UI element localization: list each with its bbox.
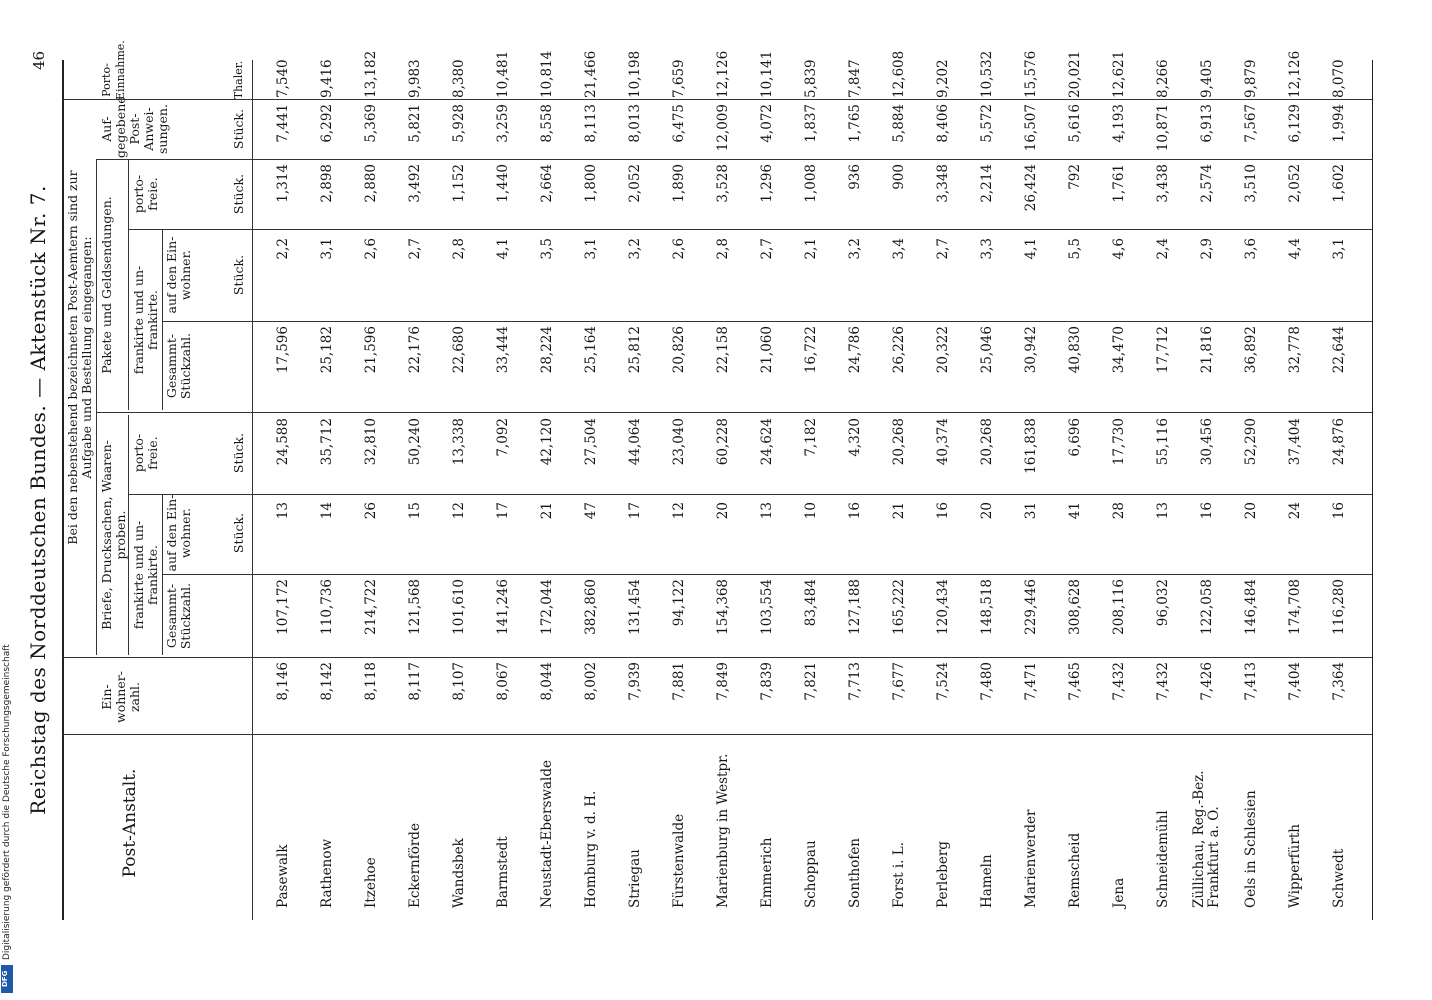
cell-te: 9,416 bbox=[319, 59, 335, 98]
cell-pa: 5,616 bbox=[1067, 104, 1083, 143]
header-pakete-group: Pakete und Geldsendungen. bbox=[99, 196, 114, 374]
cell-pa: 5,572 bbox=[979, 104, 995, 143]
cell-ew: 7,839 bbox=[759, 662, 775, 701]
cell-pp: 3,510 bbox=[1243, 164, 1259, 203]
cell-be: 17 bbox=[495, 502, 511, 520]
cell-bg: 131,454 bbox=[627, 579, 643, 635]
cell-pp: 1,440 bbox=[495, 164, 511, 203]
cell-ew: 8,107 bbox=[451, 662, 467, 701]
cell-pg: 17,596 bbox=[275, 326, 291, 374]
cell-ew: 8,118 bbox=[363, 662, 379, 701]
cell-be: 24 bbox=[1287, 502, 1303, 520]
cell-te: 12,608 bbox=[891, 50, 907, 98]
cell-pg: 20,826 bbox=[671, 326, 687, 374]
header-gesammt-briefe: Gesammt- Stückzahl. bbox=[164, 582, 193, 650]
header-group-main: Bei den nebenstehend bezeichneten Post-Aemtern sind zur Aufgabe und Bestellung eingegangen: bbox=[65, 170, 94, 545]
cell-bg: 308,628 bbox=[1067, 579, 1083, 635]
cell-be: 20 bbox=[979, 502, 995, 520]
cell-pe: 2,6 bbox=[671, 238, 687, 260]
cell-pp: 1,761 bbox=[1111, 164, 1127, 203]
cell-bp: 161,838 bbox=[1023, 418, 1039, 474]
cell-ew: 7,471 bbox=[1023, 662, 1039, 701]
cell-be: 47 bbox=[583, 502, 599, 520]
cell-bg: 141,246 bbox=[495, 579, 511, 635]
cell-te: 7,847 bbox=[847, 59, 863, 98]
cell-be: 15 bbox=[407, 502, 423, 520]
row-name: Perleberg bbox=[935, 841, 951, 908]
cell-bp: 6,696 bbox=[1067, 418, 1083, 457]
cell-pg: 40,830 bbox=[1067, 326, 1083, 374]
cell-pa: 1,994 bbox=[1331, 104, 1347, 143]
cell-ew: 8,067 bbox=[495, 662, 511, 701]
cell-pe: 3,1 bbox=[583, 238, 599, 260]
cell-pe: 3,2 bbox=[847, 238, 863, 260]
cell-pe: 3,6 bbox=[1243, 238, 1259, 260]
cell-pg: 25,046 bbox=[979, 326, 995, 374]
cell-bg: 121,568 bbox=[407, 579, 423, 635]
cell-te: 8,380 bbox=[451, 59, 467, 98]
col-rule-1 bbox=[62, 734, 1372, 735]
cell-be: 10 bbox=[803, 502, 819, 520]
cell-pp: 1,314 bbox=[275, 164, 291, 203]
row-name: Oels in Schlesien bbox=[1243, 790, 1259, 908]
cell-pg: 25,164 bbox=[583, 326, 599, 374]
cell-ew: 7,881 bbox=[671, 662, 687, 701]
cell-bp: 24,624 bbox=[759, 418, 775, 466]
row-name: Eckernförde bbox=[407, 823, 423, 908]
rule-header-bottom bbox=[252, 60, 253, 920]
cell-ew: 8,002 bbox=[583, 662, 599, 701]
cell-bg: 116,280 bbox=[1331, 579, 1347, 635]
cell-pa: 10,871 bbox=[1155, 104, 1171, 152]
header-postanweisungen: Auf- gegebene Post- Anwei- sungen. bbox=[99, 96, 170, 158]
cell-pp: 936 bbox=[847, 164, 863, 190]
cell-be: 41 bbox=[1067, 502, 1083, 520]
cell-bp: 7,092 bbox=[495, 418, 511, 457]
cell-pg: 21,060 bbox=[759, 326, 775, 374]
row-name: Fürstenwalde bbox=[671, 813, 687, 908]
cell-te: 7,659 bbox=[671, 59, 687, 98]
cell-pa: 4,072 bbox=[759, 104, 775, 143]
cell-pg: 34,470 bbox=[1111, 326, 1127, 374]
col-rule-5 bbox=[96, 412, 1372, 413]
cell-te: 9,202 bbox=[935, 59, 951, 98]
cell-pe: 5,5 bbox=[1067, 238, 1083, 260]
cell-pe: 3,1 bbox=[1331, 238, 1347, 260]
row-name: Züllichau, Reg.-Bez. Frankfurt a. O. bbox=[1191, 770, 1222, 908]
cell-be: 20 bbox=[1243, 502, 1259, 520]
cell-pe: 4,4 bbox=[1287, 238, 1303, 260]
cell-ew: 8,044 bbox=[539, 662, 555, 701]
cell-pe: 2,2 bbox=[275, 238, 291, 260]
row-name: Emmerich bbox=[759, 837, 775, 908]
cell-pa: 8,406 bbox=[935, 104, 951, 143]
cell-pp: 2,052 bbox=[627, 164, 643, 203]
cell-ew: 8,117 bbox=[407, 662, 423, 701]
cell-bp: 13,338 bbox=[451, 418, 467, 466]
row-name: Hameln bbox=[979, 854, 995, 908]
cell-ew: 7,821 bbox=[803, 662, 819, 701]
cell-bp: 44,064 bbox=[627, 418, 643, 466]
cell-be: 16 bbox=[1199, 502, 1215, 520]
cell-bp: 24,876 bbox=[1331, 418, 1347, 466]
cell-be: 13 bbox=[1155, 502, 1171, 520]
row-name: Wandsbek bbox=[451, 838, 467, 908]
cell-bp: 7,182 bbox=[803, 418, 819, 457]
header-auf-einw-pakete: auf den Ein- wohner. bbox=[164, 236, 193, 314]
col-rule-6 bbox=[162, 321, 1372, 322]
row-name: Marienwerder bbox=[1023, 809, 1039, 908]
col-rule-4 bbox=[128, 494, 1372, 495]
cell-ew: 7,524 bbox=[935, 662, 951, 701]
rule-pakete bbox=[128, 160, 129, 410]
cell-bg: 110,736 bbox=[319, 579, 335, 635]
cell-be: 28 bbox=[1111, 502, 1127, 520]
cell-te: 12,621 bbox=[1111, 50, 1127, 98]
header-portofrei-briefe: porto- freie. bbox=[131, 433, 160, 473]
cell-bp: 35,712 bbox=[319, 418, 335, 466]
cell-pp: 3,348 bbox=[935, 164, 951, 203]
cell-pg: 25,812 bbox=[627, 326, 643, 374]
cell-pg: 22,176 bbox=[407, 326, 423, 374]
col-rule-7 bbox=[128, 229, 1372, 230]
header-einwohner: Ein- wohner- zahl. bbox=[99, 671, 142, 723]
cell-bg: 146,484 bbox=[1243, 579, 1259, 635]
unit-stueck-4: Stück. bbox=[231, 173, 246, 215]
cell-pp: 3,528 bbox=[715, 164, 731, 203]
header-auf-einw-briefe: auf den Ein- wohner. bbox=[164, 494, 193, 572]
cell-pa: 12,009 bbox=[715, 104, 731, 152]
header-gesammt-pakete: Gesammt- Stückzahl. bbox=[164, 332, 193, 400]
row-name: Itzehoe bbox=[363, 857, 379, 908]
row-name: Homburg v. d. H. bbox=[583, 790, 599, 908]
cell-bg: 208,116 bbox=[1111, 579, 1127, 635]
cell-bp: 60,228 bbox=[715, 418, 731, 466]
cell-te: 10,141 bbox=[759, 50, 775, 98]
rule-frank-briefe bbox=[162, 495, 163, 655]
unit-thaler: Thaler. bbox=[232, 60, 245, 100]
cell-pp: 1,602 bbox=[1331, 164, 1347, 203]
row-name: Wipperfürth bbox=[1287, 824, 1303, 908]
cell-bp: 4,320 bbox=[847, 418, 863, 457]
cell-ew: 7,364 bbox=[1331, 662, 1347, 701]
cell-pp: 1,152 bbox=[451, 164, 467, 203]
row-name: Schoppau bbox=[803, 840, 819, 908]
cell-pg: 16,722 bbox=[803, 326, 819, 374]
cell-pg: 32,778 bbox=[1287, 326, 1303, 374]
cell-pp: 2,052 bbox=[1287, 164, 1303, 203]
cell-bg: 127,188 bbox=[847, 579, 863, 635]
cell-pa: 5,821 bbox=[407, 104, 423, 143]
bottom-rule bbox=[1372, 60, 1373, 920]
cell-pe: 2,1 bbox=[803, 238, 819, 260]
cell-pa: 5,369 bbox=[363, 104, 379, 143]
cell-be: 13 bbox=[759, 502, 775, 520]
cell-pe: 2,7 bbox=[407, 238, 423, 260]
cell-ew: 7,432 bbox=[1155, 662, 1171, 701]
cell-pp: 900 bbox=[891, 164, 907, 190]
cell-bp: 27,504 bbox=[583, 418, 599, 466]
row-name: Striegau bbox=[627, 849, 643, 908]
cell-pe: 2,7 bbox=[935, 238, 951, 260]
cell-be: 13 bbox=[275, 502, 291, 520]
cell-bp: 55,116 bbox=[1155, 418, 1171, 466]
unit-stueck-5: Stück. bbox=[231, 108, 246, 150]
cell-bp: 37,404 bbox=[1287, 418, 1303, 466]
page-number: 46 bbox=[30, 50, 48, 70]
col-rule-8 bbox=[96, 159, 1372, 160]
row-name: Remscheid bbox=[1067, 832, 1083, 908]
header-portoeinnahme: Porto- Einnahme. bbox=[100, 40, 127, 100]
cell-bg: 107,172 bbox=[275, 579, 291, 635]
dfg-credit-text: Digitalisierung gefördert durch die Deutsche Forschungsgemeinschaft bbox=[2, 644, 12, 960]
cell-ew: 7,432 bbox=[1111, 662, 1127, 701]
row-name: Pasewalk bbox=[275, 844, 291, 908]
cell-pa: 1,765 bbox=[847, 104, 863, 143]
cell-bg: 101,610 bbox=[451, 579, 467, 635]
cell-pg: 21,816 bbox=[1199, 326, 1215, 374]
cell-ew: 7,713 bbox=[847, 662, 863, 701]
cell-ew: 7,413 bbox=[1243, 662, 1259, 701]
cell-pp: 26,424 bbox=[1023, 164, 1039, 212]
cell-bp: 42,120 bbox=[539, 418, 555, 466]
cell-te: 13,182 bbox=[363, 50, 379, 98]
cell-ew: 7,465 bbox=[1067, 662, 1083, 701]
cell-bp: 30,456 bbox=[1199, 418, 1215, 466]
running-head: Reichstag des Norddeutschen Bundes. — Aktenstück Nr. 7. bbox=[26, 185, 50, 815]
cell-pg: 22,680 bbox=[451, 326, 467, 374]
top-rule bbox=[62, 60, 64, 920]
cell-te: 9,405 bbox=[1199, 59, 1215, 98]
cell-bg: 120,434 bbox=[935, 579, 951, 635]
cell-te: 12,126 bbox=[715, 50, 731, 98]
cell-pe: 3,1 bbox=[319, 238, 335, 260]
cell-pa: 8,013 bbox=[627, 104, 643, 143]
cell-pp: 2,574 bbox=[1199, 164, 1215, 203]
cell-bg: 229,446 bbox=[1023, 579, 1039, 635]
row-name: Barmstedt bbox=[495, 836, 511, 908]
cell-pg: 25,182 bbox=[319, 326, 335, 374]
cell-pg: 24,786 bbox=[847, 326, 863, 374]
cell-bp: 20,268 bbox=[979, 418, 995, 466]
cell-pa: 16,507 bbox=[1023, 104, 1039, 152]
cell-bp: 40,374 bbox=[935, 418, 951, 466]
cell-te: 9,983 bbox=[407, 59, 423, 98]
header-frank-briefe: frankirte und un- frankirte. bbox=[131, 520, 160, 630]
cell-pa: 3,259 bbox=[495, 104, 511, 143]
cell-pg: 36,892 bbox=[1243, 326, 1259, 374]
cell-pe: 2,4 bbox=[1155, 238, 1171, 260]
cell-pa: 8,113 bbox=[583, 104, 599, 143]
cell-pg: 33,444 bbox=[495, 326, 511, 374]
cell-te: 10,481 bbox=[495, 50, 511, 98]
cell-te: 21,466 bbox=[583, 50, 599, 98]
rule-under-group bbox=[96, 160, 97, 655]
cell-pa: 6,913 bbox=[1199, 104, 1215, 143]
cell-ew: 7,426 bbox=[1199, 662, 1215, 701]
cell-ew: 7,939 bbox=[627, 662, 643, 701]
cell-te: 8,266 bbox=[1155, 59, 1171, 98]
unit-stueck-2: Stück. bbox=[231, 432, 246, 474]
dfg-credit bbox=[0, 0, 16, 1000]
cell-bp: 52,290 bbox=[1243, 418, 1259, 466]
cell-be: 21 bbox=[539, 502, 555, 520]
cell-be: 21 bbox=[891, 502, 907, 520]
cell-pg: 28,224 bbox=[539, 326, 555, 374]
row-name: Schneidemühl bbox=[1155, 810, 1171, 908]
cell-bg: 83,484 bbox=[803, 579, 819, 627]
cell-ew: 7,849 bbox=[715, 662, 731, 701]
header-portofrei-pakete: porto- freie. bbox=[131, 174, 160, 214]
cell-pg: 26,226 bbox=[891, 326, 907, 374]
cell-bp: 17,730 bbox=[1111, 418, 1127, 466]
cell-te: 10,532 bbox=[979, 50, 995, 98]
cell-pe: 4,6 bbox=[1111, 238, 1127, 260]
cell-bg: 165,222 bbox=[891, 579, 907, 635]
row-name: Neustadt-Eberswalde bbox=[539, 760, 555, 908]
cell-pp: 1,890 bbox=[671, 164, 687, 203]
rule-frank-pakete bbox=[162, 230, 163, 410]
cell-pp: 1,296 bbox=[759, 164, 775, 203]
cell-pe: 2,7 bbox=[759, 238, 775, 260]
cell-bg: 154,368 bbox=[715, 579, 731, 635]
cell-te: 15,576 bbox=[1023, 50, 1039, 98]
cell-bg: 382,860 bbox=[583, 579, 599, 635]
cell-pe: 3,2 bbox=[627, 238, 643, 260]
cell-pa: 7,441 bbox=[275, 104, 291, 143]
cell-pp: 2,880 bbox=[363, 164, 379, 203]
cell-pp: 792 bbox=[1067, 164, 1083, 190]
cell-bg: 214,722 bbox=[363, 579, 379, 635]
row-name: Schwedt bbox=[1331, 848, 1347, 908]
cell-ew: 8,142 bbox=[319, 662, 335, 701]
cell-te: 10,198 bbox=[627, 50, 643, 98]
cell-be: 16 bbox=[1331, 502, 1347, 520]
unit-stueck-1: Stück. bbox=[231, 512, 246, 554]
cell-pe: 2,6 bbox=[363, 238, 379, 260]
cell-te: 7,540 bbox=[275, 59, 291, 98]
cell-pe: 2,8 bbox=[451, 238, 467, 260]
cell-pg: 22,644 bbox=[1331, 326, 1347, 374]
header-briefe-group: Briefe, Drucksachen, Waaren- proben. bbox=[99, 440, 128, 630]
cell-bp: 20,268 bbox=[891, 418, 907, 466]
cell-pa: 6,129 bbox=[1287, 104, 1303, 143]
cell-pe: 4,1 bbox=[495, 238, 511, 260]
cell-te: 10,814 bbox=[539, 50, 555, 98]
cell-pa: 6,475 bbox=[671, 104, 687, 143]
unit-stueck-3: Stück. bbox=[231, 254, 246, 296]
cell-te: 8,070 bbox=[1331, 59, 1347, 98]
cell-pa: 5,928 bbox=[451, 104, 467, 143]
cell-pp: 3,438 bbox=[1155, 164, 1171, 203]
cell-bg: 122,058 bbox=[1199, 579, 1215, 635]
cell-be: 14 bbox=[319, 502, 335, 520]
row-name: Sonthofen bbox=[847, 838, 863, 908]
cell-pg: 20,322 bbox=[935, 326, 951, 374]
cell-pa: 8,558 bbox=[539, 104, 555, 143]
cell-bp: 50,240 bbox=[407, 418, 423, 466]
cell-be: 17 bbox=[627, 502, 643, 520]
cell-bp: 24,588 bbox=[275, 418, 291, 466]
cell-ew: 8,146 bbox=[275, 662, 291, 701]
cell-pa: 1,837 bbox=[803, 104, 819, 143]
cell-pg: 17,712 bbox=[1155, 326, 1171, 374]
cell-te: 9,879 bbox=[1243, 59, 1259, 98]
col-rule-9 bbox=[62, 99, 1372, 100]
cell-pg: 22,158 bbox=[715, 326, 731, 374]
dfg-logo: DFG bbox=[1, 965, 13, 993]
cell-pa: 6,292 bbox=[319, 104, 335, 143]
cell-be: 20 bbox=[715, 502, 731, 520]
cell-pa: 7,567 bbox=[1243, 104, 1259, 143]
cell-pp: 3,492 bbox=[407, 164, 423, 203]
cell-be: 12 bbox=[451, 502, 467, 520]
row-name: Marienburg in Westpr. bbox=[715, 753, 731, 908]
cell-te: 5,839 bbox=[803, 59, 819, 98]
cell-te: 12,126 bbox=[1287, 50, 1303, 98]
row-name: Rathenow bbox=[319, 838, 335, 908]
col-rule-3 bbox=[162, 574, 1372, 575]
cell-pg: 30,942 bbox=[1023, 326, 1039, 374]
cell-be: 12 bbox=[671, 502, 687, 520]
row-name: Forst i. L. bbox=[891, 841, 907, 908]
cell-ew: 7,677 bbox=[891, 662, 907, 701]
row-name: Jena bbox=[1111, 877, 1127, 908]
cell-bg: 103,554 bbox=[759, 579, 775, 635]
cell-pp: 2,214 bbox=[979, 164, 995, 203]
cell-ew: 7,480 bbox=[979, 662, 995, 701]
cell-pp: 1,800 bbox=[583, 164, 599, 203]
cell-te: 20,021 bbox=[1067, 50, 1083, 98]
cell-pe: 2,8 bbox=[715, 238, 731, 260]
cell-pa: 4,193 bbox=[1111, 104, 1127, 143]
cell-bg: 148,518 bbox=[979, 579, 995, 635]
cell-bg: 94,122 bbox=[671, 579, 687, 627]
cell-be: 16 bbox=[847, 502, 863, 520]
cell-pe: 3,4 bbox=[891, 238, 907, 260]
cell-ew: 7,404 bbox=[1287, 662, 1303, 701]
col-rule-2 bbox=[62, 657, 1372, 658]
cell-pe: 3,3 bbox=[979, 238, 995, 260]
cell-bp: 23,040 bbox=[671, 418, 687, 466]
cell-pe: 3,5 bbox=[539, 238, 555, 260]
cell-pe: 2,9 bbox=[1199, 238, 1215, 260]
cell-pp: 2,898 bbox=[319, 164, 335, 203]
header-frank-pakete: frankirte und un- frankirte. bbox=[131, 265, 160, 375]
cell-pa: 5,884 bbox=[891, 104, 907, 143]
cell-be: 31 bbox=[1023, 502, 1039, 520]
cell-be: 26 bbox=[363, 502, 379, 520]
cell-pp: 1,008 bbox=[803, 164, 819, 203]
cell-bg: 174,708 bbox=[1287, 579, 1303, 635]
cell-pe: 4,1 bbox=[1023, 238, 1039, 260]
cell-bp: 32,810 bbox=[363, 418, 379, 466]
cell-pp: 2,664 bbox=[539, 164, 555, 203]
cell-bg: 96,032 bbox=[1155, 579, 1171, 627]
cell-pg: 21,596 bbox=[363, 326, 379, 374]
cell-bg: 172,044 bbox=[539, 579, 555, 635]
cell-be: 16 bbox=[935, 502, 951, 520]
header-post-anstalt: Post-Anstalt. bbox=[120, 768, 140, 878]
rule-briefe bbox=[128, 415, 129, 655]
